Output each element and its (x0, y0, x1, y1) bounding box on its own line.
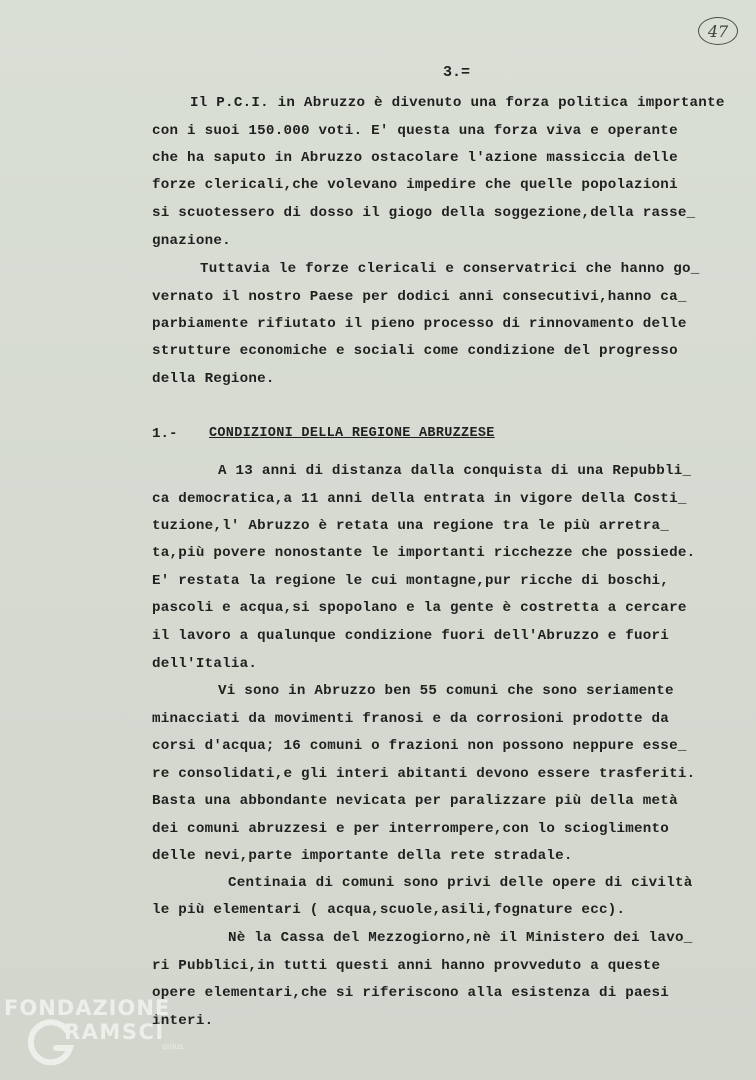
section-title: CONDIZIONI DELLA REGIONE ABRUZZESE (209, 426, 495, 441)
section-number: 1.- (152, 426, 178, 442)
text-line: gnazione. (152, 233, 231, 249)
text-line: Tuttavia le forze clericali e conservatrici che hanno go_ (200, 261, 700, 277)
text-line: tuzione,l' Abruzzo è retata una regione tra le più arretra_ (152, 518, 670, 534)
text-line: ta,più povere nonostante le importanti ricchezze che possiede. (152, 545, 696, 561)
watermark-suffix: onlus (162, 1042, 184, 1051)
text-line: Basta una abbondante nevicata per paralizzare più della metà (152, 793, 678, 809)
text-line: minacciati da movimenti franosi e da corrosioni prodotte da (152, 711, 670, 727)
text-line: ri Pubblici,in tutti questi anni hanno provveduto a queste (152, 958, 661, 974)
text-line: Centinaia di comuni sono privi delle opere di civiltà (228, 875, 693, 891)
text-line: delle nevi,parte importante della rete stradale. (152, 848, 573, 864)
page-number: 3.= (443, 64, 471, 81)
text-line: della Regione. (152, 371, 275, 387)
text-line: ca democratica,a 11 anni della entrata in vigore della Costi_ (152, 491, 687, 507)
text-line: opere elementari,che si riferiscono alla esistenza di paesi (152, 985, 670, 1001)
archive-number-stamp (698, 17, 738, 45)
text-line: il lavoro a qualunque condizione fuori dell'Abruzzo e fuori (152, 628, 670, 644)
text-line: strutture economiche e sociali come condizione del progresso (152, 343, 678, 359)
watermark-line-1: FONDAZIONE (4, 996, 171, 1020)
text-line: con i suoi 150.000 voti. E' questa una forza viva e operante (152, 123, 678, 139)
text-line: re consolidati,e gli interi abitanti devono essere trasferiti. (152, 766, 696, 782)
text-line: dei comuni abruzzesi e per interrompere,con lo scioglimento (152, 821, 670, 837)
text-line: E' restata la regione le cui montagne,pur ricche di boschi, (152, 573, 670, 589)
text-line: forze clericali,che volevano impedire che quelle popolazioni (152, 177, 678, 193)
archive-number: 47 (707, 21, 729, 41)
text-line: le più elementari ( acqua,scuole,asili,fognature ecc). (152, 902, 626, 918)
text-line: parbiamente rifiutato il pieno processo di rinnovamento delle (152, 316, 687, 332)
text-line: vernato il nostro Paese per dodici anni consecutivi,hanno ca_ (152, 289, 687, 305)
text-line: Nè la Cassa del Mezzogiorno,nè il Ministero dei lavo_ (228, 930, 693, 946)
fondazione-gramsci-watermark (4, 996, 194, 1076)
text-line: si scuotessero di dosso il giogo della soggezione,della rasse_ (152, 205, 696, 221)
text-line: interi. (152, 1013, 214, 1029)
text-line: Il P.C.I. in Abruzzo è divenuto una forza politica importante (190, 95, 725, 111)
watermark-line-2: RAMSCI (64, 1020, 165, 1044)
text-line: che ha saputo in Abruzzo ostacolare l'azione massiccia delle (152, 150, 678, 166)
text-line: dell'Italia. (152, 656, 258, 672)
text-line: pascoli e acqua,si spopolano e la gente è costretta a cercare (152, 600, 687, 616)
text-line: Vi sono in Abruzzo ben 55 comuni che sono seriamente (218, 683, 674, 699)
text-line: corsi d'acqua; 16 comuni o frazioni non possono neppure esse_ (152, 738, 687, 754)
text-line: A 13 anni di distanza dalla conquista di una Repubbli_ (218, 463, 692, 479)
